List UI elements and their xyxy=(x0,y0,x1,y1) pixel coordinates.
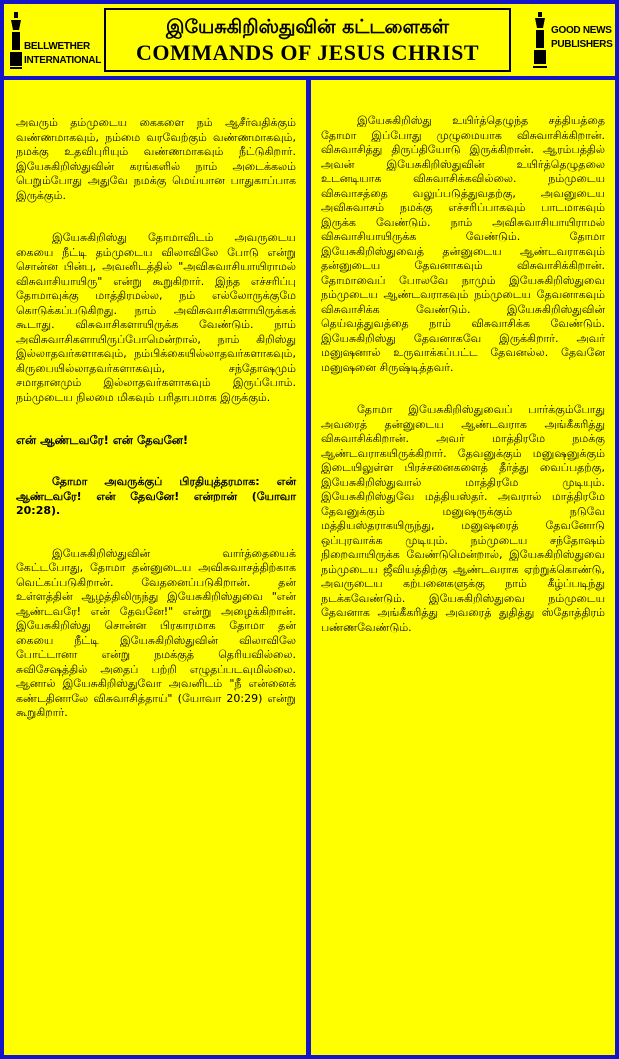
title-box xyxy=(104,8,511,72)
page-title-english: COMMANDS OF JESUS CHRIST xyxy=(135,40,480,65)
left-paragraph-1: அவரும் தம்முடைய கைகளை நம் ஆசீர்வதிக்கும் வண்ணமாகவும், நம்மை வரவேற்கும் வண்ணமாகவும், நமக்கு உதவிபுரியும் வண்ணமாகவும் நீட்டுகிறார். இயேசுகிறிஸ்துவின் கரங்களில் நாம் அடைக்கலம் பெறும்போது அதுவே நமக்கு மெய்யான பாதுகாப்பாக இருக்கும். xyxy=(16,116,296,202)
right-column xyxy=(311,80,615,1055)
bible-verse: தோமா அவருக்குப் பிரதியுத்தரமாக: என் ஆண்டவரே! என் தேவனே! என்றான் (யோவா 20:28). xyxy=(16,475,296,517)
right-paragraph-2: தோமா இயேசுகிறிஸ்துவைப் பார்க்கும்போது அவரைத் தன்னுடைய ஆண்டவராக அங்கீகரித்து விசுவாசிக்கிறான். அவர் மாத்திரமே நமக்கு ஆண்டவராகயிருக்கிறார். தேவனுக்கும் மனுஷனுக்கும் இடையிலுள்ள பிரச்சனைகளைத் தீர்த்து வைப்பதற்கு, இயேசுகிறிஸ்துவால் மாத்திரமே முடியும். இயேசுகிறிஸ்துவே மத்தியஸ்தர். அவரால் மாத்திரமே தேவனுக்கும் மனுஷருக்கும் நடுவே மத்தியஸ்தராகயிருந்து, மனுஷரைத் தேவனோடு ஒப்புரவாக்க முடியும். நம்முடைய சந்தோஷம் நிறைவாயிருக்க வேண்டுமென்றால், இயேசுகிறிஸ்துவை நம்முடைய ஜீவியத்திற்கு ஆண்டவராக ஏற்றுக்கொண்டு, அவருடைய கற்பனைகளுக்கு நாம் கீழ்ப்படிந்து நடக்கவேண்டும். இயேசுகிறிஸ்துவை நம்முடைய தேவனாக அங்கீகரித்து அவரைத் துதித்து ஸ்தோத்திரம் பண்ணவேண்டும். xyxy=(321,403,605,634)
good-news-logo xyxy=(531,10,613,70)
left-column xyxy=(4,80,306,1055)
logo-right-line2: PUBLISHERS xyxy=(551,39,613,50)
header-banner xyxy=(4,4,615,76)
left-paragraph-3: இயேசுகிறிஸ்துவின் வார்த்தையைக் கேட்டபோது, தோமா தன்னுடைய அவிசுவாசத்திற்காக வெட்கப்படுகிறான். வேதனைப்படுகிறான். தன் உள்ளத்தின் ஆழத்திலிருந்து இயேசுகிறிஸ்துவை "என் ஆண்டவரே! என் தேவனே!" என்று அழைக்கிறான். இயேசுகிறிஸ்து சொன்ன பிரகாரமாக தோமா தன் கையை நீட்டி இயேசுகிறிஸ்துவின் விலாவிலே போட்டானா என்று நமக்குத் தெரியவில்லை. சுவிசேஷத்தில் அதைப் பற்றி எழுதப்படவுமில்லை. ஆனால் இயேசுகிறிஸ்துவோ அவனிடம் "நீ என்னைக் கண்டதினாலே விசுவாசித்தாய்" (யோவா 20:29) என்று கூறுகிறார். xyxy=(16,546,296,719)
left-paragraph-2: இயேசுகிறிஸ்து தோமாவிடம் அவருடைய கையை நீட்டி தம்முடைய விலாவிலே போடு என்று சொன்ன பின்பு, அவனிடத்தில் "அவிசுவாசியாயிராமல் விசுவாசியாயிரு" என்று கூறுகிறார். இந்த எச்சரிப்பு தோமாவுக்கு மாத்திரமல்ல, நம் எல்லோருக்குமே கொடுக்கப்படுகிறது. நாம் அவிசுவாசிகளாயிருக்கக் கூடாது. விசுவாசிகளாயிருக்க வேண்டும். நாம் அவிசுவாசிகளாயிருப்போமென்றால், நாம் கிறிஸ்து இல்லாதவர்களாகவும், நம்பிக்கையில்லாதவர்களாகவும், கிருபையில்லாதவர்களாகவும், சந்தோஷமும் சமாதானமும் இல்லாதவர்களாகவும் இருப்போம். நம்முடைய நிலமை மிகவும் பரிதாபமாக இருக்கும். xyxy=(16,231,296,404)
page-title-tamil: இயேசுகிறிஸ்துவின் கட்டளைகள் xyxy=(166,16,449,38)
right-paragraph-1: இயேசுகிறிஸ்து உயிர்த்தெழுந்த சத்தியத்தை தோமா இப்போது முழுமையாக விசுவாசிக்கிறான். விசுவாசித்து திருப்தியோடு இருக்கிறான். ஆரம்பத்தில் அவன் இயேசுகிறிஸ்துவின் உயிர்த்தெழுதலை உடனடியாக விசுவாசிக்கவில்லை. நம்முடைய விசுவாசத்தை வலுப்படுத்துவதற்கு, அவனுடைய அவிசுவாசம் நமக்கு எச்சரிப்பாகவும் பாடமாகவும் இருக்க வேண்டும். நாம் அவிசுவாசியாயிராமல் விசுவாசியாயிருக்க வேண்டும். தோமா இயேசுகிறிஸ்துவைத் தன்னுடைய ஆண்டவராகவும் தன்னுடைய தேவனாகவும் விசுவாசிக்கிறான். தோமாவைப் போலவே நாமும் இயேசுகிறிஸ்துவை நம்முடைய ஆண்டவராகவும் நம்முடைய தேவனாகவும் விசுவாசிக்க வேண்டும். இயேசுகிறிஸ்துவின் தெய்வத்துவத்தை நாம் விசுவாசிக்க வேண்டும். இயேசுகிறிஸ்து தேவனாகவே இருக்கிறார். அவர் மனுஷனால் உருவாக்கப்பட்ட தேவனல்ல. தேவனே மனுஷனை சிருஷ்டித்தவர். xyxy=(321,114,605,374)
section-heading: என் ஆண்டவரே! என் தேவனே! xyxy=(16,433,189,447)
bellwether-logo xyxy=(8,10,102,70)
tower-icon xyxy=(531,10,549,70)
logo-right-line1: GOOD NEWS xyxy=(551,25,612,36)
bell-tower-icon xyxy=(8,10,24,70)
logo-left-line1: BELLWETHER xyxy=(24,41,90,52)
logo-left-line2: INTERNATIONAL xyxy=(24,55,102,66)
